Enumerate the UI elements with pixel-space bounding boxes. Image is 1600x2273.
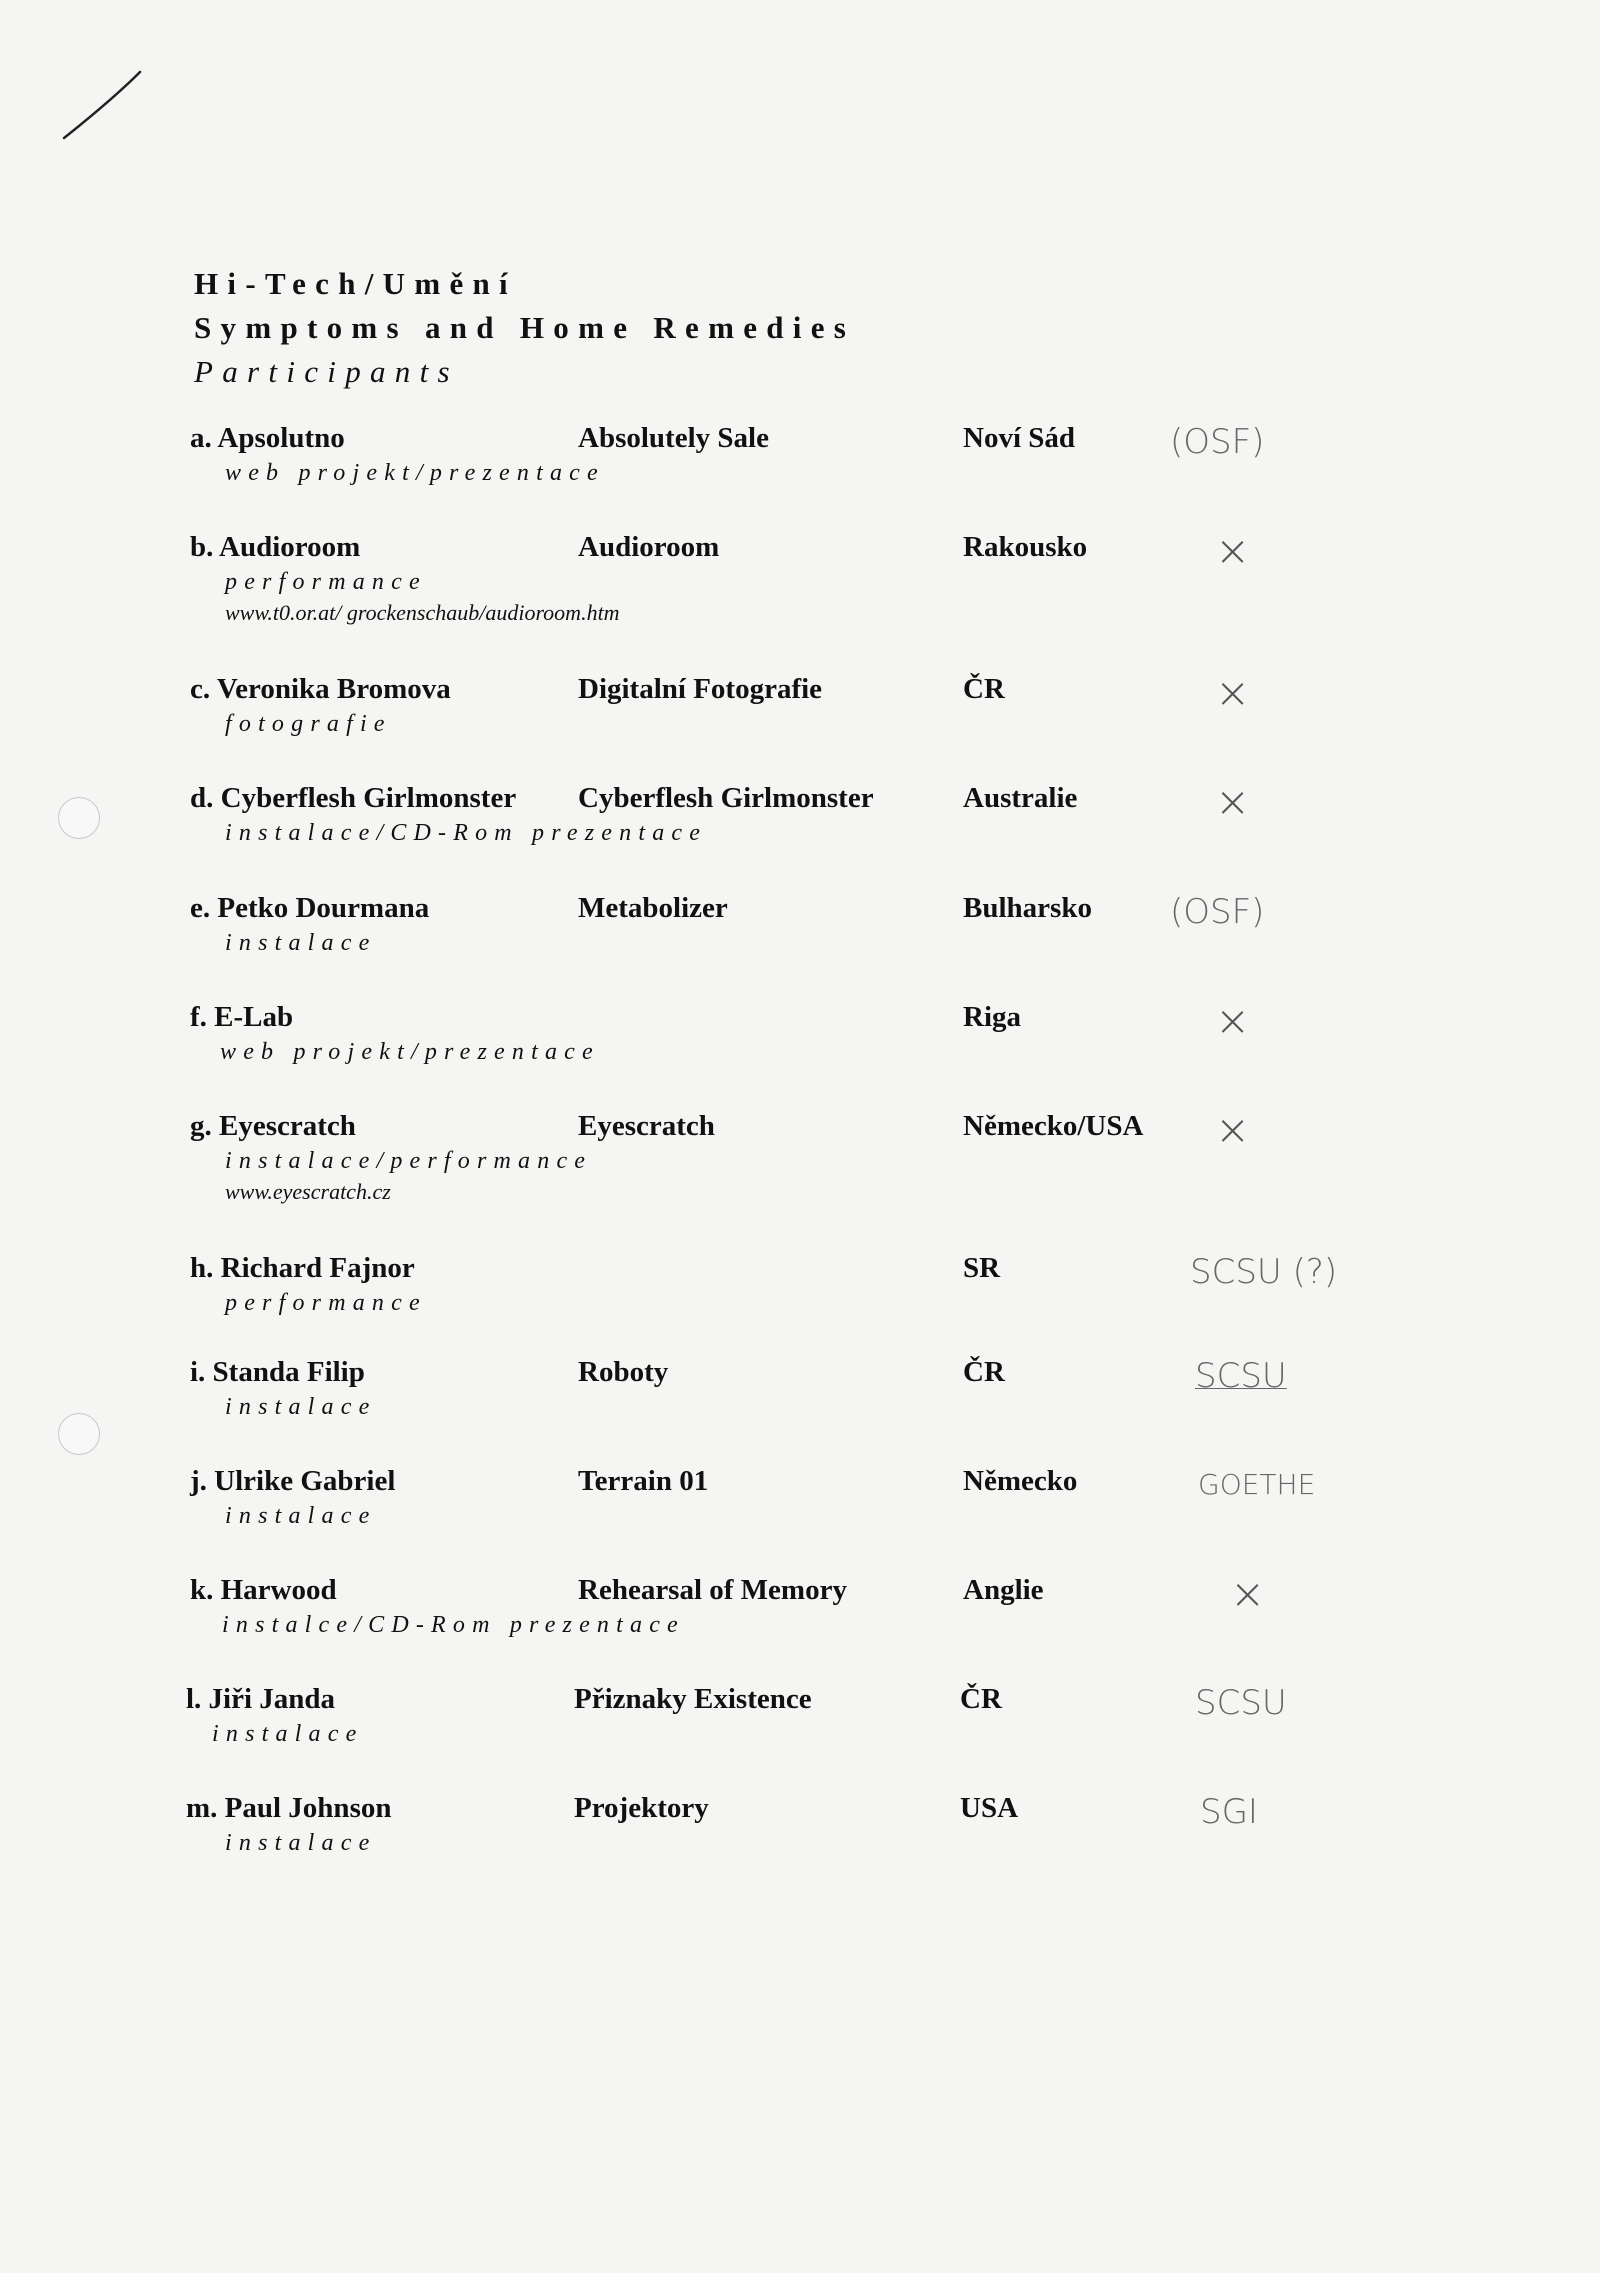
- participant-type: instalace: [225, 1503, 377, 1529]
- participant-entry-i: [0, 1354, 1600, 1464]
- header-title: Hi-Tech/Umění: [194, 266, 517, 301]
- handwritten-cross-mark: ×: [1230, 1569, 1266, 1618]
- participant-work: Metabolizer: [578, 892, 728, 924]
- handwritten-note: SCSU (?): [1190, 1252, 1338, 1292]
- handwritten-cross-mark: ×: [1215, 526, 1251, 575]
- participant-entry-g: [0, 1105, 1600, 1218]
- participant-name: j. Ulrike Gabriel: [190, 1465, 396, 1497]
- participant-work: Eyescratch: [578, 1110, 715, 1142]
- participant-country: Bulharsko: [963, 892, 1092, 924]
- participant-country: Riga: [963, 1001, 1021, 1033]
- participant-entry-b: [0, 526, 1600, 639]
- participant-country: Australie: [963, 782, 1078, 814]
- pen-slash-mark: [58, 64, 148, 144]
- participant-work: Projektory: [574, 1792, 709, 1824]
- document-header: [194, 262, 855, 394]
- participant-type: performance: [225, 569, 427, 595]
- participant-work: Cyberflesh Girlmonster: [578, 782, 874, 814]
- participant-type: performance: [225, 1290, 427, 1316]
- participant-type: instalace/performance: [225, 1148, 593, 1174]
- participant-url: www.t0.or.at/ grockenschaub/audioroom.htm: [225, 600, 620, 625]
- participant-name: i. Standa Filip: [190, 1356, 365, 1388]
- participant-type: instalace: [212, 1721, 364, 1747]
- participant-work: Terrain 01: [578, 1465, 709, 1497]
- participant-entry-d: [0, 777, 1600, 890]
- participant-entry-h: [0, 1250, 1600, 1360]
- participant-country: Anglie: [963, 1574, 1044, 1606]
- participant-name: l. Jiři Janda: [186, 1683, 336, 1715]
- participant-name: m. Paul Johnson: [186, 1792, 392, 1824]
- participant-work: Roboty: [578, 1356, 669, 1388]
- participant-name: f. E-Lab: [190, 1001, 294, 1033]
- participant-type: instalace/CD-Rom prezentace: [225, 820, 708, 846]
- handwritten-cross-mark: ×: [1215, 1105, 1251, 1154]
- handwritten-note: SCSU: [1195, 1683, 1287, 1723]
- header-participants: Participants: [194, 354, 459, 389]
- participant-work: Digitalní Fotografie: [578, 673, 823, 705]
- participant-name: b. Audioroom: [190, 531, 361, 563]
- participant-entry-a: [0, 420, 1600, 530]
- handwritten-note: SGI: [1200, 1792, 1258, 1832]
- participant-entry-m: [0, 1790, 1600, 1900]
- participant-type: web projekt/prezentace: [225, 460, 605, 486]
- participant-entry-f: [0, 996, 1600, 1109]
- participant-name: k. Harwood: [190, 1574, 337, 1606]
- participant-name: g. Eyescratch: [190, 1110, 356, 1142]
- participant-entry-c: [0, 668, 1600, 781]
- participant-country: USA: [960, 1792, 1019, 1824]
- participant-url: www.eyescratch.cz: [225, 1179, 391, 1204]
- handwritten-note: SCSU: [1195, 1356, 1287, 1396]
- participant-name: h. Richard Fajnor: [190, 1252, 415, 1284]
- handwritten-note: (OSF): [1170, 892, 1265, 932]
- participant-type: fotografie: [225, 711, 392, 737]
- header-subtitle: Symptoms and Home Remedies: [194, 310, 856, 345]
- participant-country: ČR: [963, 673, 1005, 705]
- participant-work: Rehearsal of Memory: [578, 1574, 847, 1606]
- participant-name: c. Veronika Bromova: [190, 673, 451, 705]
- participant-type: instalace: [225, 930, 377, 956]
- participant-name: a. Apsolutno: [190, 422, 345, 454]
- participant-country: ČR: [960, 1683, 1002, 1715]
- participant-name: e. Petko Dourmana: [190, 892, 430, 924]
- participant-type: web projekt/prezentace: [220, 1039, 600, 1065]
- participant-entry-j: [0, 1463, 1600, 1573]
- participant-name: d. Cyberflesh Girlmonster: [190, 782, 517, 814]
- participant-country: Německo/USA: [963, 1110, 1144, 1142]
- participant-entry-e: [0, 890, 1600, 1000]
- participant-type: instalace: [225, 1394, 377, 1420]
- participant-work: Audioroom: [578, 531, 720, 563]
- participant-country: Noví Sád: [963, 422, 1076, 454]
- handwritten-note: GOETHE: [1198, 1468, 1316, 1501]
- handwritten-note: (OSF): [1170, 422, 1265, 462]
- participant-country: Německo: [963, 1465, 1078, 1497]
- handwritten-cross-mark: ×: [1215, 777, 1251, 826]
- participant-work: Přiznaky Existence: [574, 1683, 812, 1715]
- handwritten-cross-mark: ×: [1215, 996, 1251, 1045]
- participant-country: Rakousko: [963, 531, 1088, 563]
- participant-country: ČR: [963, 1356, 1005, 1388]
- participant-work: Absolutely Sale: [578, 422, 769, 454]
- participant-type: instalce/CD-Rom prezentace: [222, 1612, 685, 1638]
- participant-entry-l: [0, 1681, 1600, 1791]
- participant-country: SR: [963, 1252, 1001, 1284]
- participant-type: instalace: [225, 1830, 377, 1856]
- participant-entry-k: [0, 1569, 1600, 1682]
- handwritten-cross-mark: ×: [1215, 668, 1251, 717]
